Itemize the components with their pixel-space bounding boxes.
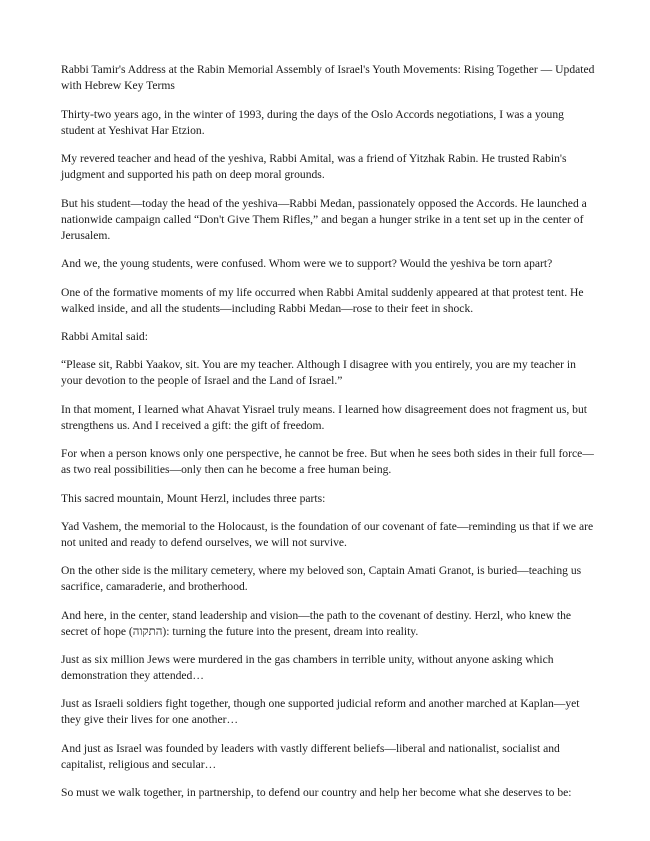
paragraph: Thirty-two years ago, in the winter of 1993, during the days of the Oslo Accords negotiations, I was a young student at Yeshivat Har Etzion. (61, 108, 564, 137)
paragraph: But his student—today the head of the yeshiva—Rabbi Medan, passionately opposed the Accords. He launched a nationwide campaign called “Don't Give Them Rifles,” and began a hunger strike in a tent set up in the center of Jerusalem. (61, 196, 587, 242)
paragraph: On the other side is the military cemetery, where my beloved son, Captain Amati Granot, is buried—teaching us sacrifice, camaraderie, and brotherhood. (61, 564, 582, 594)
paragraph: Rabbi Amital said: (61, 329, 148, 343)
paragraph: For when a person knows only one perspective, he cannot be free. But when he sees both sides in their full force—as two real possibilities—only then can he become a free human being. (61, 447, 594, 477)
paragraph: And just as Israel was founded by leaders with vastly different beliefs—liberal and nationalist, socialist and capitalist, religious and secular… (61, 741, 560, 771)
paragraph: “Please sit, Rabbi Yaakov, sit. You are my teacher. Although I disagree with you entirely, you are my teacher in your devotion to the people of Israel and the Land of Israel.” (61, 358, 576, 388)
paragraph: One of the formative moments of my life occurred when Rabbi Amital suddenly appeared at that protest tent. He walked inside, and all the students—including Rabbi Medan—rose to their feet in shock. (61, 285, 584, 315)
document-body (61, 62, 599, 814)
paragraph: This sacred mountain, Mount Herzl, includes three parts: (61, 491, 326, 505)
paragraph: And here, in the center, stand leadership and vision—the path to the covenant of destiny. Herzl, who knew the secret of hope (התקוה): turning the future into the present, dream into reality. (61, 608, 572, 638)
paragraph: In that moment, I learned what Ahavat Yisrael truly means. I learned how disagreement does not fragment us, but strengthens us. And I received a gift: the gift of freedom. (61, 402, 587, 432)
document-title: Rabbi Tamir's Address at the Rabin Memorial Assembly of Israel's Youth Movements: Rising Together — Updated with Hebrew Key Terms (61, 63, 595, 92)
paragraph: Yad Vashem, the memorial to the Holocaust, is the foundation of our covenant of fate—reminding us that if we are not united and ready to defend ourselves, we will not survive. (61, 519, 594, 549)
paragraph: So must we walk together, in partnership, to defend our country and help her become what she deserves to be: (61, 786, 572, 800)
paragraph: And we, the young students, were confused. Whom were we to support? Would the yeshiva be torn apart? (61, 257, 553, 271)
paragraph: My revered teacher and head of the yeshiva, Rabbi Amital, was a friend of Yitzhak Rabin. He trusted Rabin's judgment and supported his path on deep moral grounds. (61, 152, 567, 182)
paragraph: Just as six million Jews were murdered in the gas chambers in terrible unity, without anyone asking which demonstration they attended… (61, 653, 554, 683)
paragraph: Just as Israeli soldiers fight together, though one supported judicial reform and another marched at Kaplan—yet they give their lives for one another… (61, 697, 580, 727)
